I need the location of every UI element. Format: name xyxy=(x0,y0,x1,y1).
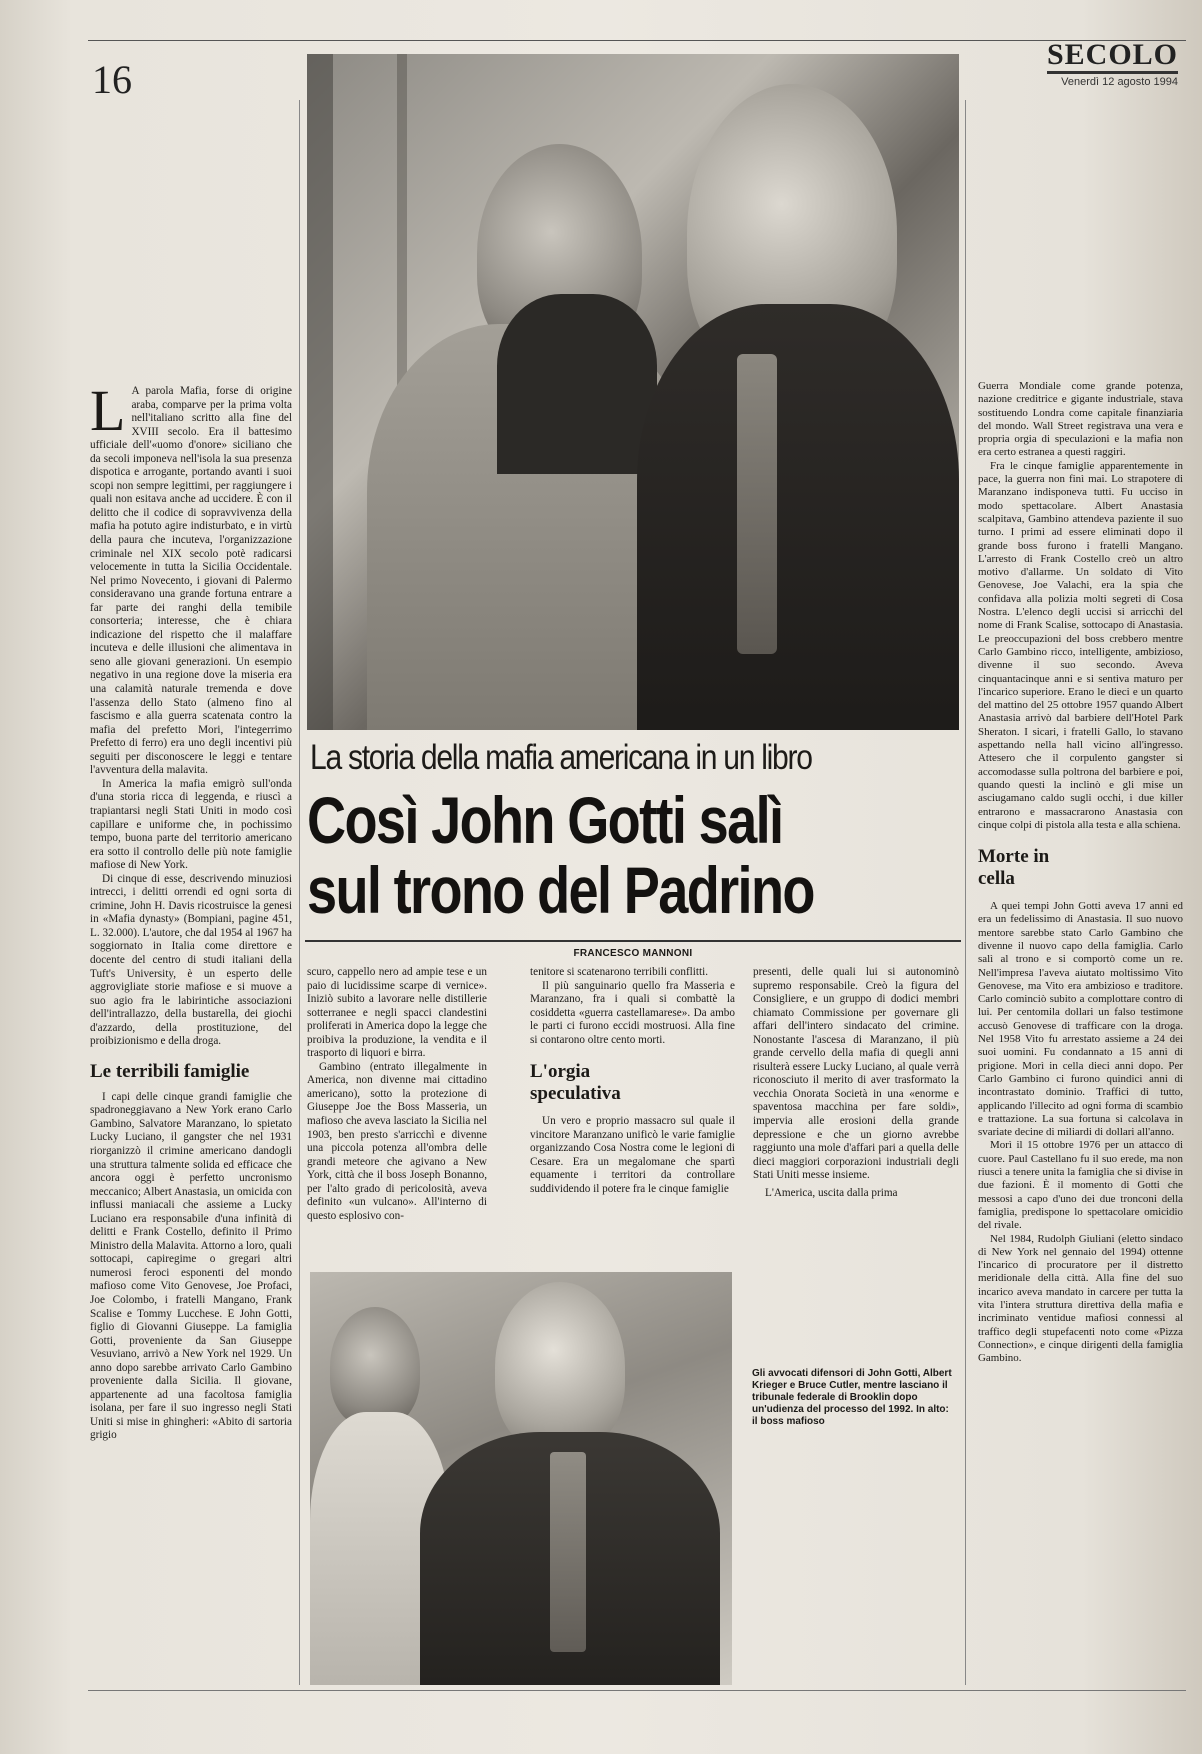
headline-line-2: sul trono del Padrino xyxy=(307,853,814,927)
headline-line-1: Così John Gotti salì xyxy=(307,783,783,857)
paragraph: Guerra Mondiale come grande potenza, nazione creditrice e gigante industriale, stava sostituendo Londra come capitale finanziaria del mondo. Wall Street registrava una vera e propria orgia di speculazioni e la mafia non era certo estranea a questi raggiri. xyxy=(978,380,1183,459)
paragraph: Un vero e proprio massacro sul quale il vincitore Maranzano unificò le varie famiglie organizzando Cosa Nostra come le legioni di Cesare. Era un megalomane che spartì equamente i territori da controllare suddividendo il potere fra le cinque famiglie xyxy=(530,1115,735,1196)
byline: FRANCESCO MANNONI xyxy=(573,948,693,959)
paragraph: Gambino (entrato illegalmente in America, non divenne mai cittadino americano), sotto la protezione di Giuseppe Joe the Boss Masseria, un mafioso che aveva lasciato la Sicilia nel 1903, ben presto s'arricchì e divenne una piccola potenza all'ombra delle grandi meteore che agivano a New York, città che il boss Joseph Bonanno, per l'alto grado di pericolosità, aveva definito «un vulcano». All'interno di questo esplosivo con- xyxy=(307,1060,487,1222)
subhead-morte-in-cella: Morte in cella xyxy=(978,846,1050,890)
article-column-2 xyxy=(307,966,487,1266)
top-photo xyxy=(307,54,959,730)
issue-date: Venerdì 12 agosto 1994 xyxy=(1061,76,1178,88)
masthead xyxy=(1047,38,1178,88)
paragraph: scuro, cappello nero ad ampie tese e un paio di lucidissime scarpe di vernice». Iniziò subito a lavorare nelle distillerie sotterranee e negli spacci clandestini proliferati in America dopo la legge che proibiva la produzione, la vendita e il trasporto di liquori e birra. xyxy=(307,966,487,1060)
paragraph: Il più sanguinario quello fra Masseria e Maranzano, fra i quali si combattè la cosiddetta «guerra castellamarese». Da ambo le parti ci furono eccidi mostruosi. Alla fine si contarono oltre cento morti. xyxy=(530,979,735,1046)
bottom-rule xyxy=(88,1690,1186,1691)
paragraph: L'America, uscita dalla prima xyxy=(765,1186,898,1199)
article-column-4 xyxy=(753,966,959,1266)
article-kicker: La storia della mafia americana in un libro xyxy=(310,738,812,777)
column-rule xyxy=(965,100,966,1685)
paragraph: In America la mafia emigrò sull'onda d'una storia ricca di leggenda, e riuscì a trapiantarsi negli Stati Uniti in modo così capillare e uniforme che, in pochissimo tempo, buona parte del territorio americano era sotto il controllo delle più note famiglie mafiose di New York. xyxy=(90,777,292,872)
opening-paragraph: L A parola Mafia, forse di origine araba, comparve per la prima volta nell'italiano scritto alla fine del XVIII secolo. Era il battesimo ufficiale dell'«uomo d'onore» siciliano che da secoli imponeva nell'isola la sua presenza dispotica e arrogante, portando avanti i suoi scopi non sempre legittimi, per raggiungere i quali non esitava anche ad uccidere. È con il delitto che il codice di sopravvivenza della mafia ha potuto agire indisturbato, e in virtù della paura che incuteva, l'organizzazione criminale nel XIX secolo potè radicarsi velocemente in tutta la Sicilia Occidentale. Nel primo Novecento, i giovani di Palermo consideravano una grande fortuna entrare a far parte dei ranghi della temibile consorteria; interesse, che è chiara indicazione del rispetto che il malaffare incuteva e delle illusioni che alimentava in seno alle giovani generazioni. Un esempio negativo in una regione dove la miseria era una calamità naturale tremenda e dove l'assenza dello Stato (almeno fino al fascismo e alla guerra scatenata contro la mafia del prefetto Mori, l'integerrimo Prefetto di ferro) era uno degli incentivi più seguiti per disconoscere le leggi e tentare l'avventura della malavita. xyxy=(90,385,292,777)
paragraph: Morì il 15 ottobre 1976 per un attacco di cuore. Paul Castellano fu il suo erede, ma non riuscì a tenere unita la famiglia che si divise in due fazioni. È il momento di Gotti che messosi a capo d'uno dei due tronconi della famiglia, predispone lo spettacolare omicidio del rivale. xyxy=(978,1139,1183,1232)
subhead-orgia-speculativa: L'orgia speculativa xyxy=(530,1061,621,1105)
paragraph: I capi delle cinque grandi famiglie che spadroneggiavano a New York erano Carlo Gambino, Salvatore Maranzano, lo spietato Lucky Luciano, il gangster che nel 1931 riorganizzò il crimine americano dandogli una struttura talmente solida ed efficace che ancora oggi è perfetto uncronismo meccanico; Albert Anastasia, un omicida con influssi maniacali che assieme a Lucky Luciano era responsabile d'una infinità di delitti e Frank Costello, definito il Primo Ministro della Malavita. Attorno a loro, quali sottocapi, capiregime o gregari altri numerosi feroci esponenti del mondo mafioso come Vito Genovese, Joe Profaci, Joe Colombo, i fratelli Mangano, Frank Scalise e Tommy Lucchese. E John Gotti, figlio di Giovanni Giuseppe. La famiglia Gotti, proveniente da San Giuseppe Vesuviano, arrivò a New York nel 1929. Un anno dopo sarebbe arrivato Carlo Gambino proveniente dalla Sicilia. Il giovane, appartenente ad una facoltosa famiglia isolana, per fare il suo ingresso negli Stati Uniti si mise in ghingheri: «Abito di sartoria grigio xyxy=(90,1090,292,1442)
bottom-photo xyxy=(310,1272,732,1685)
paragraph: Nel 1984, Rudolph Giuliani (eletto sindaco di New York nel gennaio del 1994) ottenne l'incarico di procuratore per il distretto meridionale della città. Alla fine del suo incarico aveva mandato in carcere per tutta la vita l'intera struttura direttiva della mafia e incriminato ventidue mafiosi connessi al traffico degli stupefacenti noto come «Pizza Connection», e cinque dirigenti della famiglia Gambino. xyxy=(978,1232,1183,1365)
article-column-3 xyxy=(530,966,735,1266)
photo-caption: Gli avvocati difensori di John Gotti, Albert Krieger e Bruce Cutler, mentre lasciano il tribunale federale di Brooklin dopo un'udienza del processo del 1992. In alto: il boss mafioso xyxy=(752,1368,952,1427)
page-number: 16 xyxy=(92,57,132,102)
article-column-5 xyxy=(978,380,1183,1685)
drop-cap: L xyxy=(90,385,126,443)
article-column-1 xyxy=(90,385,292,1687)
paragraph: Fra le cinque famiglie apparentemente in pace, la guerra non finì mai. Lo strapotere di Maranzano indisponeva tutti. Fu ucciso in modo spettacolare. Albert Anastasia scalpitava, Gambino attendeva paziente il suo turno. I primi ad essere eliminati dopo il grande boss furono i fratelli Mangano. L'arresto di Frank Costello creò un altro motivo d'allarme. Un soldato di Vito Genovese, Joe Valachi, era la spia che confidava alla polizia molti segreti di Cosa Nostra. L'elenco degli uccisi si arricchì del nome di Frank Scalise, sottocapo di Anastasia. Le preoccupazioni del boss crebbero mentre Carlo Gambino ricco, intelligente, ambizioso, divenne il suo secondo. Aveva cinquantacinque anni e si sentiva maturo per l'incarico superiore. Erano le dieci e un quarto del mattino del 25 ottobre 1957 quando Albert Anastasia arrivò dal barbiere dell'Hotel Park Sheraton. I sicari, i fratelli Gallo, lo stavano aspettando nella hall vicino all'ingresso. Attesero che il corpulento gangster si accomodasse sulla poltrona del barbiere e poi, quando questi la inclinò e gli mise un asciugamano caldo sugli occhi, i due killer entrarono e massacrarono Anastasia con cinque colpi di pistola alla testa e alla schiena. xyxy=(978,459,1183,831)
masthead-name: SECOLO xyxy=(1047,38,1178,74)
paragraph: Di cinque di esse, descrivendo minuziosi intrecci, i delitti orrendi ed ogni sorta di crimine, John H. Davis ricostruisce la genesi in «Mafia dynasty» (Bompiani, pagine 451, L. 32.000). L'autore, che dal 1954 al 1967 ha soggiornato in Italia come direttore e docente del centro di studi italiani della Tuft's University, è un esperto delle aggrovigliate storie mafiose e si muove a suo agio fra le labirintiche associazioni dell'intrallazzo, della bustarella, dei giochi d'azzardo, della prostituzione, del proibizionismo e della droga. xyxy=(90,872,292,1048)
paragraph: tenitore si scatenarono terribili conflitti. xyxy=(530,966,709,978)
byline-rule xyxy=(305,940,961,942)
paragraph: presenti, delle quali lui si autonominò supremo responsabile. Creò la figura del Consigliere, e un gruppo di dodici membri chiamato Commissione per governare gli affari dell'intero sindacato del crimine. Nonostante l'ascesa di Maranzano, il più grande cervello della mafia di quegli anni risulterà essere Lucky Luciano, al quale verrà riconosciuto il merito di aver trasformato la vecchia Onorata Società in una «enorme e spaventosa macchina per fare soldi», impervia alle erosioni della grande depressione e che un giorno avrebbe raggiunto una mole d'affari pari a quella delle dieci maggiori corporazioni industriali degli Stati Uniti messe insieme. xyxy=(753,966,959,1182)
subhead-terribili-famiglie: Le terribili famiglie xyxy=(90,1060,250,1082)
top-rule xyxy=(88,40,1186,41)
column-rule xyxy=(299,100,300,1685)
paragraph: A quei tempi John Gotti aveva 17 anni ed era un fedelissimo di Anastasia. Il suo nuovo mentore sarebbe stato Carlo Gambino che divenne il nuovo capo della famiglia. Carlo salì al trono e si comportò come un re. Nell'impresa l'aveva aiutato moltissimo Vito Genovese, ma Vito era ambizioso e traditore. Carlo cominciò subito a complottare contro di lui. Per centomila dollari un falso testimone accusò Genovese di trafficare con la droga. Nel 1958 Vito fu arrestato assieme a 24 dei suoi uomini. Fu condannato a 15 anni di prigione. Morì in cella dieci anni dopo. Per Carlo Gambino ci furono quindici anni di incontrastato dominio. Traffici di tutto, applicando l'illecito ad ogni forma di scambio e trattazione. La sua fortuna si calcolava in svariate decine di miliardi di dollari all'anno. xyxy=(978,900,1183,1139)
